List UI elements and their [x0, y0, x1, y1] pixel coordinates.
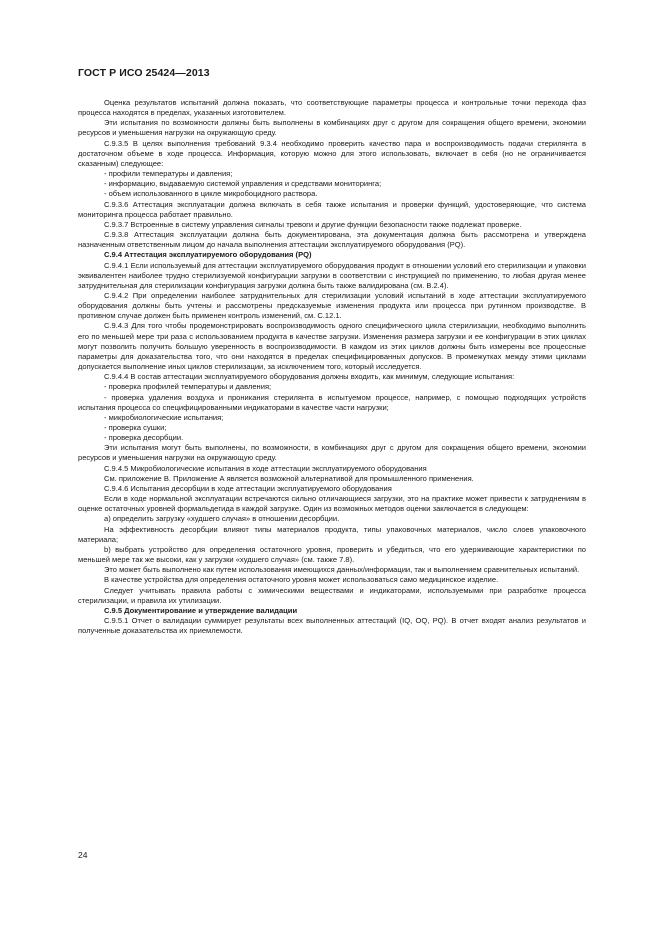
- paragraph: Оценка результатов испытаний должна показать, что соответствующие параметры процесса и контрольные точки перехода фаз процесса находятся в пределах, указанных изготовителем.: [78, 98, 586, 118]
- paragraph: См. приложение В. Приложение А является возможной альтернативой для промышленного применения.: [104, 473, 474, 483]
- paragraph: Если в ходе нормальной эксплуатации встречаются сильно отличающиеся загрузки, это на практике может привести к затруднениям в оценке остаточных уровней формальдегида в каждой загрузке. Один из возможных методов оценки заключается в следующем:: [78, 494, 586, 514]
- paragraph: С.9.4.1 Если используемый для аттестации эксплуатируемого оборудования продукт в отношении условий его стерилизации и упаковки эквивалентен наиболее трудно стерилизуемой конфигурации загрузки в соответствии с инструкцией по применению, то любая другая менее затруднительная для стерилизации конфигурация загрузки должна быть также валидирована (см. В.2.4).: [78, 260, 586, 290]
- paragraph: Следует учитывать правила работы с химическими веществами и индикаторами, используемыми при разработке процесса стерилизации, и правила их утилизации.: [78, 585, 586, 605]
- paragraph: С.9.4.3 Для того чтобы продемонстрировать воспроизводимость одного специфического цикла стерилизации, необходимо выполнить его по меньшей мере три раза с использованием продукта в качестве загрузки. Изменения размера загрузки и ее конфигурации в этих циклах могут позволить получить большую уверенность в воспроизводимости. В каждом из этих циклов должны быть измерены все процессные параметры для доказательства того, что они находятся в пределах специфицированных допусков. В промежутках между этими циклами допускается выполнение иных циклов стерилизации, за исключением того, который исследуется.: [78, 321, 586, 372]
- paragraph: С.9.3.6 Аттестация эксплуатации должна включать в себя также испытания и проверки функций, удостоверяющие, что система мониторинга процесса работает правильно.: [78, 199, 586, 219]
- list-item: b) выбрать устройство для определения остаточного уровня, проверить и убедиться, что его удерживающие характеристики по меньшей мере так же высоки, как у загрузки «худшего случая» (см. также 7.8).: [78, 544, 586, 565]
- paragraph: С.9.3.8 Аттестация эксплуатации должна быть документирована, эта документация должна быть рассмотрена и утверждена назначенным ответственным лицом до начала выполнения аттестации эксплуатируемого оборудования (PQ).: [78, 230, 586, 250]
- paragraph: С.9.4.2 При определении наиболее затруднительных для стерилизации условий испытаний в ходе аттестации эксплуатируемого оборудования должны быть учтены и рассмотрены предсказуемые изменения продукта или процесса при рутинном производстве. В противном случае должен быть применен контроль изменений, см. С.12.1.: [78, 290, 586, 321]
- paragraph: С.9.4.5 Микробиологические испытания в ходе аттестации эксплуатируемого оборудования: [104, 463, 427, 473]
- section-heading: С.9.5 Документирование и утверждение валидации: [104, 605, 298, 615]
- paragraph: На эффективность десорбции влияют типы материалов продукта, типы упаковочных материалов, число слоев упаковочного материала;: [78, 524, 586, 544]
- paragraph: Эти испытания могут быть выполнены, по возможности, в комбинациях друг с другом для сокращения общего времени, экономии ресурсов и уменьшения нагрузки на окружающую среду.: [78, 443, 586, 463]
- list-item: - проверка сушки;: [104, 423, 167, 432]
- standard-header: ГОСТ Р ИСО 25424—2013: [78, 67, 210, 79]
- list-item: - микробиологические испытания;: [104, 412, 224, 422]
- section-heading: С.9.4 Аттестация эксплуатируемого оборудования (PQ): [104, 250, 312, 260]
- list-item: - профили температуры и давления;: [104, 169, 233, 179]
- paragraph: Это может быть выполнено как путем использования имеющихся данных/информации, так и выполнением сравнительных испытаний.: [104, 565, 580, 575]
- list-item: - объем использованного в цикле микробоцидного раствора.: [104, 189, 318, 199]
- paragraph: С.9.4.4 В состав аттестации эксплуатируемого оборудования должны входить, как минимум, следующие испытания:: [104, 372, 515, 382]
- document-body: [78, 98, 586, 636]
- paragraph: С.9.5.1 Отчет о валидации суммирует результаты всех выполненных аттестаций (IQ, OQ, PQ). В отчет входят анализ результатов и полученные доказательства их приемлемости.: [78, 615, 586, 636]
- paragraph: С.9.3.5 В целях выполнения требований 9.3.4 необходимо проверить качество пара и воспроизводимость подачи стерилянта в достаточном объеме в ходе процесса. Информация, которую можно для этого использовать, включает в себя (но не ограничивается сказанным) следующее:: [78, 138, 586, 168]
- list-item: - информацию, выдаваемую системой управления и средствами мониторинга;: [104, 179, 382, 189]
- paragraph: С.9.3.7 Встроенные в систему управления сигналы тревоги и другие функции безопасности также подлежат проверке.: [104, 219, 522, 229]
- list-item: - проверка удаления воздуха и проникания стерилянта в испытуемом процессе, например, с помощью подходящих устройств испытания процесса со специфицированными индикаторами в качестве части нагрузки;: [78, 392, 586, 412]
- paragraph: Эти испытания по возможности должны быть выполнены в комбинациях друг с другом для сокращения общего времени, экономии ресурсов и уменьшения нагрузки на окружающую среду.: [78, 118, 586, 138]
- list-item: - проверка профилей температуры и давления;: [104, 382, 272, 392]
- list-item: а) определить загрузку «худшего случая» в отношении десорбции.: [104, 514, 340, 524]
- list-item: - проверка десорбции.: [104, 433, 184, 443]
- paragraph: В качестве устройства для определения остаточного уровня может использоваться само медицинское изделие.: [104, 575, 499, 585]
- paragraph: С.9.4.6 Испытания десорбции в ходе аттестации эксплуатируемого оборудования: [104, 483, 392, 493]
- page-number: 24: [78, 850, 88, 860]
